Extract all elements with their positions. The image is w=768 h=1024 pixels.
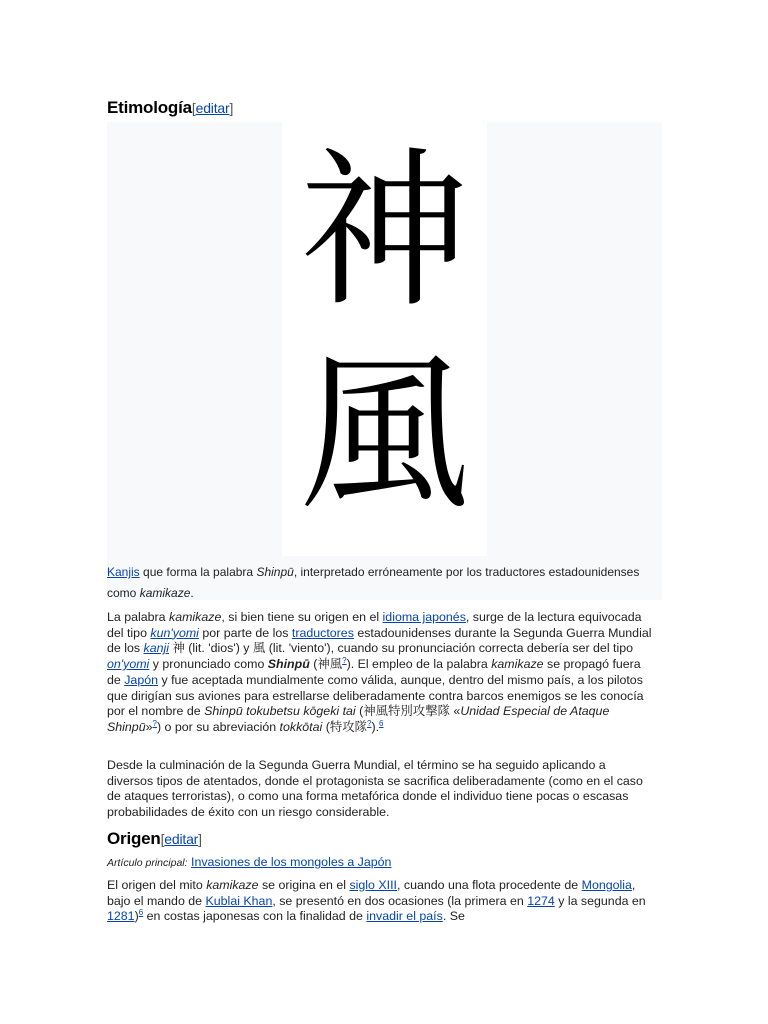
- paragraph-etimologia-1: La palabra kamikaze, si bien tiene su origen en el idioma japonés, surge de la lectura equivocada del tipo kun'yomi por parte de los traductores estadounidenses durante la Segunda Guerra Mundial de los kanji 神 (lit. 'dios') y 風 (lit. 'viento'), cuando su pronunciación correcta debería ser del tipo on'yomi y pronunciado como Shinpū (神風?). El empleo de la palabra kamikaze se propagó fuera de Japón y fue aceptada mundialmente como válida, aunque, dentro del mismo país, a los pilotos que dirigían sus aviones para estrellarse deliberadamente contra barcos enemigos se les conocía por el nombre de Shinpū tokubetsu kōgeki tai (神風特別攻撃隊 «Unidad Especial de Ataque Shinpū»?) o por su abreviación tokkōtai (特攻隊?).$^6$: [107, 610, 652, 734]
- link-kanji[interactable]: kanji: [143, 641, 169, 656]
- reference-6[interactable]: 6: [379, 718, 384, 728]
- link-invasiones-mongoles[interactable]: Invasiones de los mongoles a Japón: [191, 855, 392, 869]
- help-marker[interactable]: ?: [152, 718, 157, 728]
- hatnote-label: Artículo principal:: [107, 857, 188, 869]
- paragraph-etimologia-2: Desde la culminación de la Segunda Guerra Mundial, el término se ha seguido aplicando a diversos tipos de atentados, donde el protagonista se sacrifica deliberadamente (como en el caso de ataques terroristas), o como una forma metafórica donde el individuo tiene pocas o escasas probabilidades de éxito con un riesgo considerable.: [107, 758, 643, 820]
- edit-section-link-wrapper: [editar]: [191, 100, 234, 116]
- help-marker[interactable]: ?: [367, 718, 372, 728]
- kanji-fu: 風: [299, 336, 470, 534]
- figure-thumbnail: [107, 122, 662, 600]
- edit-section-link-wrapper: [editar]: [160, 831, 202, 847]
- link-invadir-el-pais[interactable]: invadir el país: [366, 909, 443, 924]
- link-1274[interactable]: 1274: [527, 893, 555, 908]
- link-siglo-xiii[interactable]: siglo XIII: [349, 878, 397, 892]
- link-1281[interactable]: 1281: [107, 909, 135, 924]
- edit-section-link[interactable]: editar: [164, 831, 199, 847]
- caption-link-kanjis[interactable]: Kanjis: [107, 565, 140, 579]
- link-kublai-khan[interactable]: Kublai Khan: [205, 893, 273, 908]
- kanji-image[interactable]: [282, 122, 487, 556]
- main-article-hatnote: [107, 855, 391, 869]
- paragraph-origen-1: El origen del mito kamikaze se origina en el siglo XIII, cuando una flota procedente de Mongolia, bajo el mando de Kublai Khan, se presentó en dos ocasiones (la primera en 1274 y la segunda en 1281)$^6$ en costas japonesas con la finalidad de invadir el país. Se: [107, 878, 646, 924]
- link-idioma-japones[interactable]: idioma japonés: [382, 610, 466, 624]
- help-marker[interactable]: ?: [342, 655, 347, 665]
- link-traductores[interactable]: traductores: [291, 625, 354, 640]
- reference-6[interactable]: 6: [138, 908, 144, 918]
- heading-text: Etimología: [107, 98, 192, 117]
- link-onyomi[interactable]: on'yomi: [107, 657, 150, 672]
- figure-caption: Kanjis que forma la palabra Shinpū, interpretado erróneamente por los traductores estadounidenses como kamikaze.: [107, 565, 640, 600]
- link-kunyomi[interactable]: kun'yomi: [150, 625, 199, 640]
- edit-section-link[interactable]: editar: [195, 100, 230, 116]
- section-heading-etimologia: [107, 98, 233, 118]
- heading-text: Origen: [107, 829, 161, 848]
- link-mongolia[interactable]: Mongolia: [581, 878, 632, 892]
- section-heading-origen: [107, 829, 202, 849]
- link-japon[interactable]: Japón: [124, 672, 158, 687]
- kanji-shin: 神: [299, 133, 470, 331]
